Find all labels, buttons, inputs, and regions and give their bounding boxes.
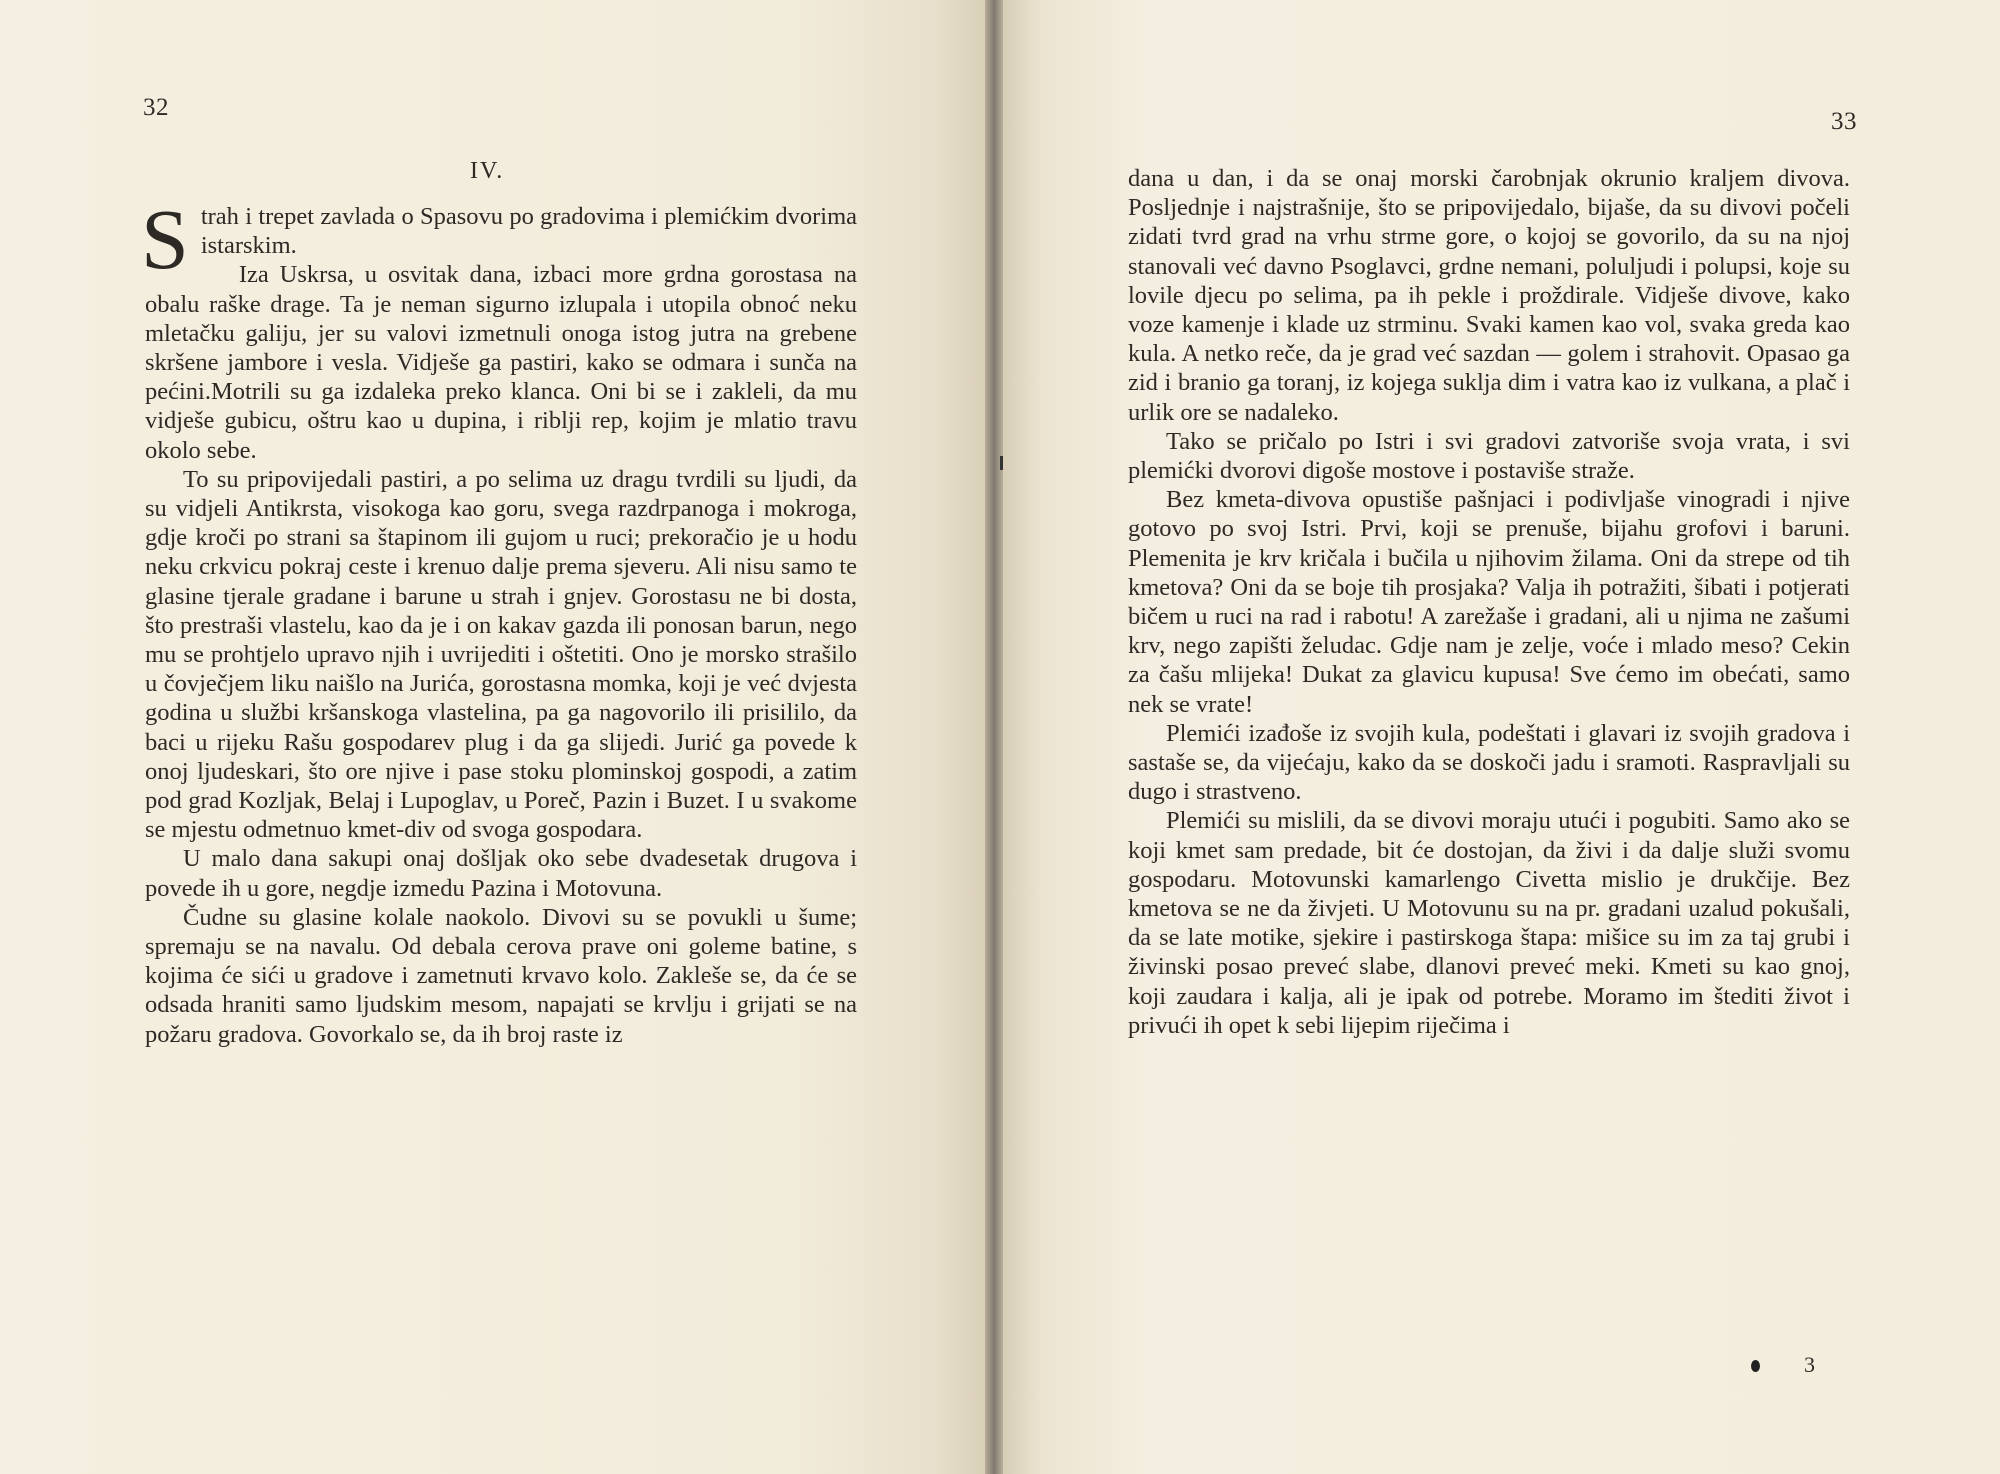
left-page-text bbox=[141, 191, 857, 1049]
paragraph: dana u dan, i da se onaj morski čarobnjak okrunio kraljem divova. Posljednje i najstrašnije, što se pripovijedalo, bijaše, da su divovi počeli zidati tvrd grad na vrhu strme gore, o kojoj se govorilo, da su na njoj stanovali već davno Psoglavci, grdne nemani, poluljudi i polupsi, koje su lovile djecu po selima, pa ih pekle i proždirale. Vidješe divove, kako voze kamenje i klade uz strminu. Svaki kamen kao vol, svaka greda kao kula. A netko reče, da je grad već sazdan — golem i strahovit. Opasao ga zid i branio ga toranj, iz kojega suklja dim i vatra kao iz vulkana, a plač i urlik ore se nadaleko. bbox=[1128, 165, 1850, 426]
right-page-text bbox=[1128, 164, 1850, 1040]
left-page bbox=[0, 0, 985, 1474]
opening-paragraph bbox=[141, 191, 857, 287]
paragraph: U malo dana sakupi onaj došljak oko sebe dvadesetak drugova i povede ih u gore, negdje izmedu Pazina i Motovuna. bbox=[145, 845, 857, 902]
chapter-heading: IV. bbox=[470, 158, 505, 184]
first-line: trah i trepet zavlada o Spasovu po gradovima i bbox=[200, 203, 658, 230]
paragraph: Bez kmeta-divova opustiše pašnjaci i podivljaše vinogradi i njive gotovo po svoj Istri. Prvi, koji se prenuše, bijahu grofovi i baruni. Plemenita je krv kričala i bučila u njihovim žilama. Oni da strepe od tih kmetova? Oni da se boje tih prosjaka? Valja ih potražiti, šibati i potjerati bičem u ruci na rad i rabotu! A zarežaše i gradani, ali u njima ne zašumi krv, nego zapišti želudac. Gdje nam je zelje, voće i mlado meso? Cekin za čašu mlijeka! Dukat za glavicu kupusa! Sve ćemo im obećati, samo nek se vrate! bbox=[1128, 486, 1850, 718]
paragraph: Čudne su glasine kolale naokolo. Divovi su se povukli u šume; spremaju se na navalu. Od debala cerova prave oni goleme batine, s kojima će sići u gradove i zametnuti krvavo kolo. Zakleše se, da će se odsada hraniti samo ljudskim mesom, napajati se krvlju i grijati se na požaru gradova. Govorkalo se, da ih broj raste iz bbox=[145, 903, 857, 1048]
paragraph: Plemići su mislili, da se divovi moraju utući i pogubiti. Samo ako se koji kmet sam predade, bit će dostojan, da živi i da dalje služi svomu gospodaru. Motovunski kamarlengo Civetta mislio je drukčije. Bez kmetova se ne da živjeti. U Motovunu su na pr. gradani uzalud pokušali, da se late motike, sjekire i pastirskoga štapa: mišice su im za taj grubi i živinski posao preveć slabe, dlanovi preveć meki. Kmeti su kao gnoj, koji zaudara i kalja, ali je ipak od potrebe. Moramo im štediti život i privući ih opet k sebi lijepim riječima i bbox=[1128, 807, 1850, 1039]
paragraph: Plemići izađoše iz svojih kula, podeštati i glavari iz svojih gradova i sastaše se, da vijećaju, kako da se doskoči jadu i sramoti. Raspravljali su dugo i strastveno. bbox=[1128, 719, 1850, 806]
book-gutter bbox=[985, 0, 1003, 1474]
paragraph: Tako se pričalo po Istri i svi gradovi zatvoriše svoja vrata, i svi plemićki dvorovi digoše mostove i postaviše straže. bbox=[1128, 427, 1850, 485]
ink-dot bbox=[1751, 1360, 1760, 1372]
paragraph: Iza Uskrsa, u osvitak dana, izbaci more grdna gorostasa na obalu raške drage. Ta je neman sigurno izlupala i utopila obnoć neku mletačku galiju, jer su valovi izmetnuli onoga istog jutra na grebene skršene jambore i vesla. Vidješe ga pastiri, kako se odmara i sunča na pećini.Motrili su ga izdaleka preko klanca. Oni bi se i zakleli, da mu vidješe gubicu, oštru kao u dupina, i riblji rep, kojim je mlatio travu okolo sebe. bbox=[145, 261, 857, 464]
page-number-left: 32 bbox=[143, 94, 169, 121]
right-page bbox=[1003, 0, 2000, 1474]
signature-mark: 3 bbox=[1804, 1352, 1815, 1377]
paragraph: plemićkim dvorima istarskim. bbox=[200, 203, 857, 260]
page-number-right: 33 bbox=[1831, 108, 1857, 135]
drop-cap: S bbox=[141, 191, 189, 287]
paragraph: To su pripovijedali pastiri, a po selima uz dragu tvrdili su ljudi, da su vidjeli Antikrsta, visokoga kao goru, svega razdrpanoga i mokroga, gdje kroči po strani sa štapinom ili gujom u ruci; prekoračio je u hodu neku crkvicu pokraj ceste i krenuo dalje prema sjeveru. Ali nisu samo te glasine tjerale gradane i barune u strah i gnjev. Gorostasu ne bi dosta, što prestraši vlastelu, kao da je i on kakav gazda ili ponosan barun, nego mu se prohtjelo upravo njih i uvrijediti i oštetiti. Ono je morsko strašilo u čovječjem liku naišlo na Jurića, gorostasna momka, koji je već dvjesta godina u službi kršanskoga vlastelina, pa ga nagovorilo ili prisililo, da baci u rijeku Rašu gospodarev plug i da ga slijedi. Jurić ga povede k onoj ljudeskari, što ore njive i pase stoku plominskoj gospodi, a zatim pod grad Kozljak, Belaj i Lupoglav, u Poreč, Pazin i Buzet. I u svakome se mjestu odmetnuo kmet-div od svoga gospodara. bbox=[145, 465, 857, 844]
